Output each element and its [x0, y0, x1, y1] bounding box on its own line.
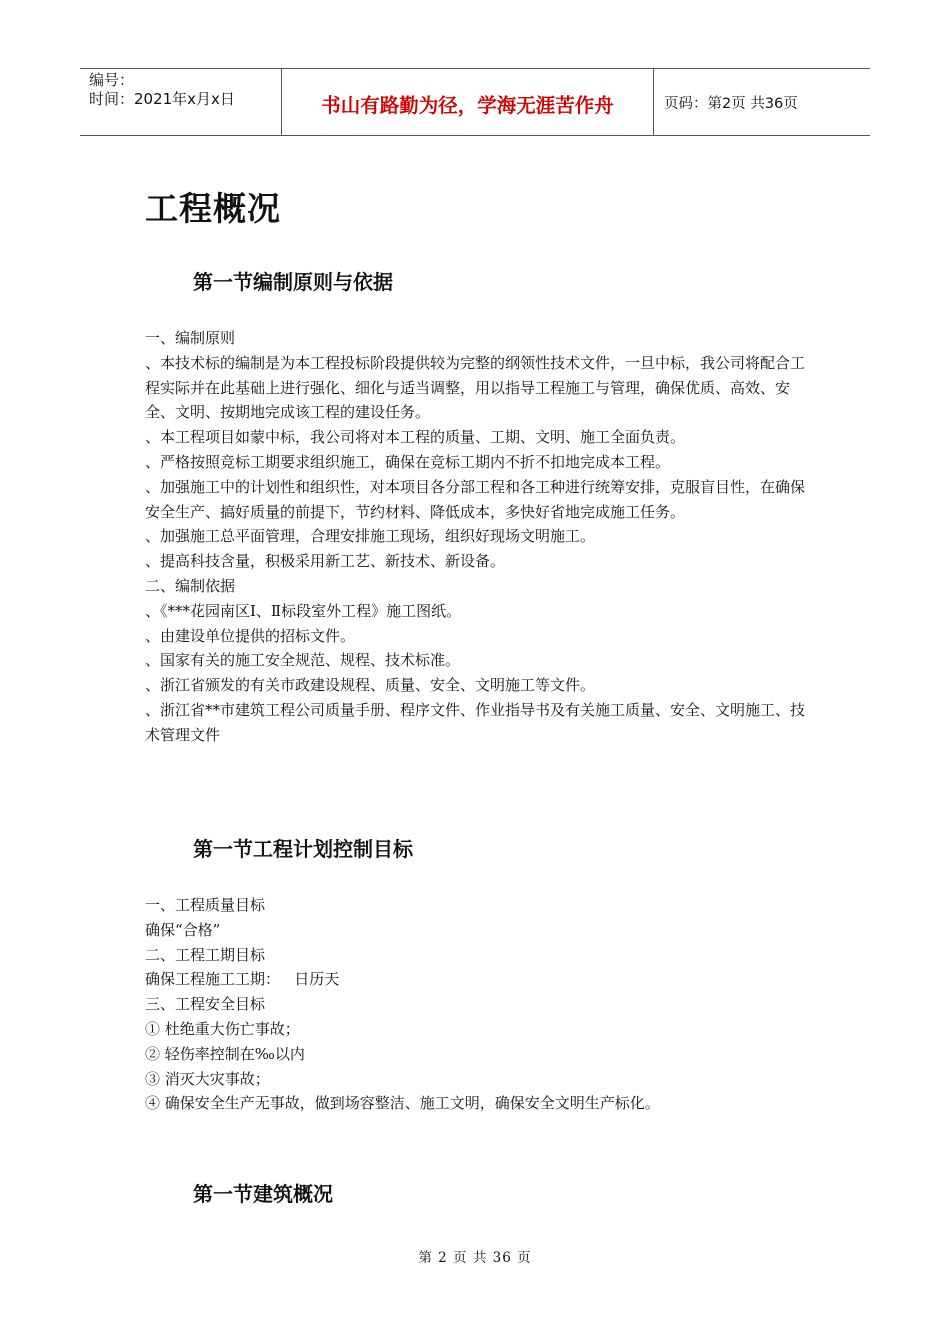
paragraph-line: 二、工程工期目标	[145, 945, 266, 964]
paragraph-line: 二、编制依据	[145, 576, 236, 595]
paragraph-line: 一、工程质量目标	[145, 896, 266, 914]
paragraph-line: 一、编制原则	[145, 329, 236, 347]
paragraph-line: 、国家有关的施工安全规范、规程、技术标准。	[145, 651, 461, 670]
page-header	[80, 68, 870, 136]
paragraph-line: 三、工程安全目标	[145, 995, 266, 1014]
paragraph-line: 、浙江省**市建筑工程公司质量手册、程序文件、作业指导书及有关施工质量、安全、文明施工、技术管理文件	[145, 700, 806, 744]
paragraph-line: 、严格按照竞标工期要求组织施工，确保在竞标工期内不折不扣地完成本工程。	[145, 452, 671, 471]
paragraph-line: 确保工程施工工期： 日历天	[145, 970, 340, 989]
number-label: 编号：	[89, 71, 135, 89]
header-meta	[80, 69, 282, 135]
section-body-targets	[145, 893, 815, 1116]
section-body-principles	[145, 326, 815, 748]
time-label: 时间：2021年x月x日	[89, 90, 235, 108]
paragraph-line: 确保“合格”	[145, 920, 221, 939]
paragraph-line: 、加强施工中的计划性和组织性，对本项目各分部工程和各工种进行统筹安排，克服盲目性，在确保安全生产、搞好质量的前提下，节约材料、降低成本，多快好省地完成施工任务。	[145, 477, 806, 521]
paragraph-line: 、本工程项目如蒙中标，我公司将对本工程的质量、工期、文明、施工全面负责。	[145, 428, 686, 447]
section-heading-principles: 第一节编制原则与依据	[193, 270, 393, 294]
header-page-info: 页码：第2页 共36页	[664, 95, 798, 112]
paragraph-line: 、《***花园南区Ⅰ、Ⅱ标段室外工程》施工图纸。	[145, 601, 462, 620]
page-footer: 第 2 页 共 36 页	[418, 1250, 532, 1266]
section-heading-building: 第一节建筑概况	[193, 1182, 333, 1206]
paragraph-line: ① 杜绝重大伤亡事故；	[145, 1019, 300, 1038]
paragraph-line: ③ 消灭大灾事故；	[145, 1069, 270, 1088]
section-heading-targets: 第一节工程计划控制目标	[193, 837, 413, 861]
paragraph-line: 、本技术标的编制是为本工程投标阶段提供较为完整的纲领性技术文件，一旦中标，我公司将配合工程实际并在此基础上进行强化、细化与适当调整，用以指导工程施工与管理，确保优质、高效、安全、文明、按期地完成该工程的建设任务。	[145, 353, 806, 422]
paragraph-line: 、加强施工总平面管理，合理安排施工现场，组织好现场文明施工。	[145, 527, 596, 546]
header-motto: 书山有路勤为径，学海无涯苦作舟	[282, 69, 654, 135]
paragraph-line: 、浙江省颁发的有关市政建设规程、质量、安全、文明施工等文件。	[145, 676, 596, 695]
paragraph-line: 、由建设单位提供的招标文件。	[145, 626, 356, 645]
paragraph-line: ② 轻伤率控制在‰以内	[145, 1044, 305, 1063]
paragraph-line: 、提高科技含量，积极采用新工艺、新技术、新设备。	[145, 552, 506, 571]
paragraph-line: ④ 确保安全生产无事故，做到场容整洁、施工文明，确保安全文明生产标化。	[145, 1094, 660, 1113]
document-title: 工程概况	[145, 189, 281, 228]
